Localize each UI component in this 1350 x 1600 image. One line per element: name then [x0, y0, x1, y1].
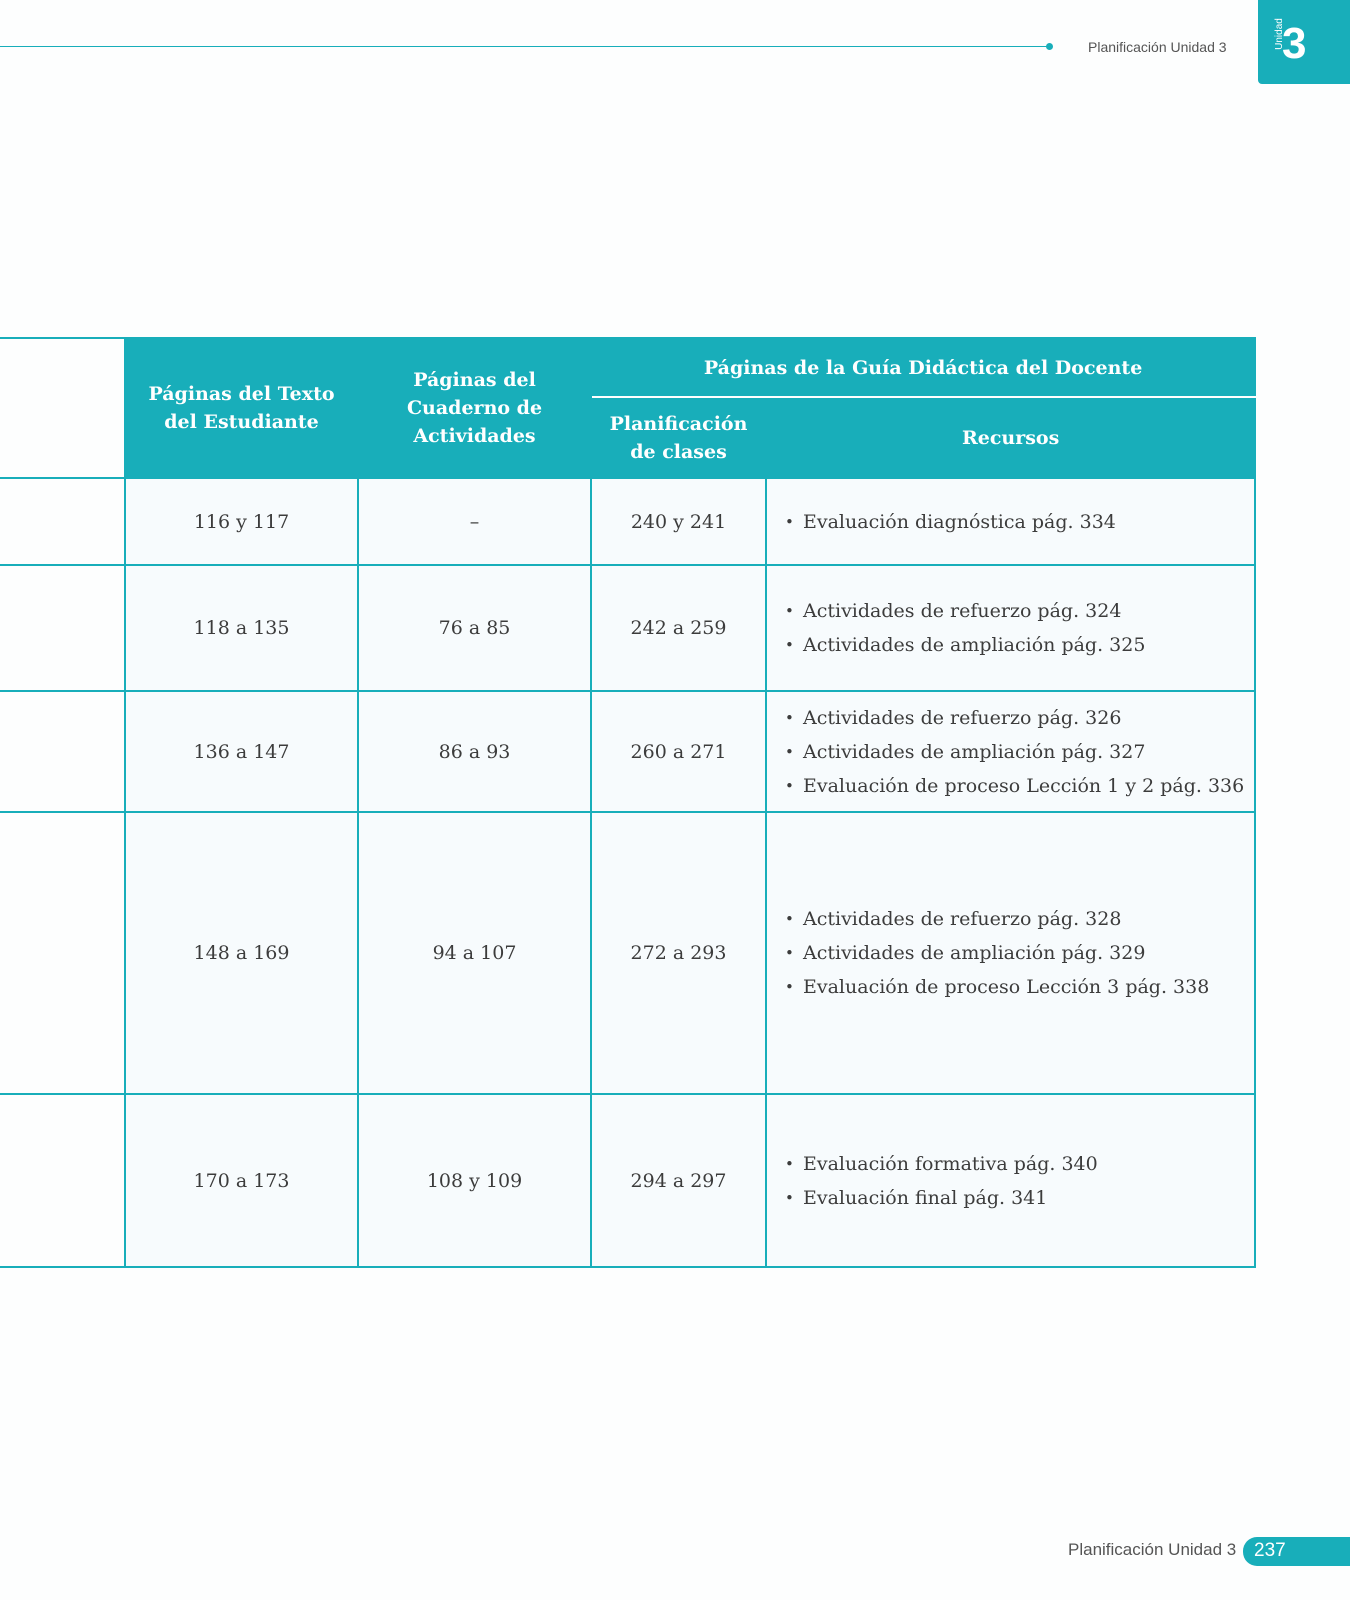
table-row	[0, 565, 1255, 691]
unit-label: Unidad	[1274, 18, 1285, 50]
cell-recursos	[766, 691, 1255, 812]
col-header-planificacion: Planificación de clases	[591, 397, 766, 478]
blank-cell	[0, 478, 125, 565]
col-header-texto: Páginas del Texto del Estudiante	[125, 338, 358, 478]
footer-title: Planificación Unidad 3	[1068, 1540, 1237, 1559]
planning-table	[0, 337, 1256, 1268]
blank-cell	[0, 812, 125, 1094]
blank-cell	[0, 565, 125, 691]
resource-item: • Actividades de ampliación pág. 329	[785, 936, 1244, 970]
cell-cuaderno: 94 a 107	[358, 812, 591, 1094]
unit-number: 3	[1282, 19, 1307, 68]
cell-cuaderno: 108 y 109	[358, 1094, 591, 1267]
cell-cuaderno: 86 a 93	[358, 691, 591, 812]
cell-texto: 136 a 147	[125, 691, 358, 812]
table-row	[0, 691, 1255, 812]
header-rule	[0, 46, 1050, 47]
resource-item: • Actividades de ampliación pág. 325	[785, 628, 1244, 662]
header-title: Planificación Unidad 3	[1088, 39, 1227, 55]
cell-texto: 116 y 117	[125, 478, 358, 565]
cell-planificacion: 240 y 241	[591, 478, 766, 565]
resource-item: • Actividades de refuerzo pág. 326	[785, 701, 1244, 735]
resource-item: • Actividades de ampliación pág. 327	[785, 735, 1244, 769]
cell-cuaderno: –	[358, 478, 591, 565]
cell-cuaderno: 76 a 85	[358, 565, 591, 691]
header-rule-dot	[1046, 43, 1053, 50]
col-header-recursos: Recursos	[766, 397, 1255, 478]
cell-texto: 148 a 169	[125, 812, 358, 1094]
cell-recursos	[766, 812, 1255, 1094]
resource-item: • Actividades de refuerzo pág. 324	[785, 594, 1244, 628]
resource-item: • Evaluación final pág. 341	[785, 1181, 1244, 1215]
blank-header-cell	[0, 338, 125, 478]
col-header-guia: Páginas de la Guía Didáctica del Docente	[591, 338, 1255, 397]
col-header-cuaderno: Páginas del Cuaderno de Actividades	[358, 338, 591, 478]
cell-texto: 118 a 135	[125, 565, 358, 691]
blank-cell	[0, 1094, 125, 1267]
cell-planificacion: 294 a 297	[591, 1094, 766, 1267]
page-number: 237	[1254, 1540, 1286, 1561]
cell-recursos	[766, 478, 1255, 565]
cell-recursos	[766, 1094, 1255, 1267]
cell-planificacion: 272 a 293	[591, 812, 766, 1094]
cell-texto: 170 a 173	[125, 1094, 358, 1267]
blank-cell	[0, 691, 125, 812]
resource-item: • Actividades de refuerzo pág. 328	[785, 902, 1244, 936]
table-row	[0, 478, 1255, 565]
table-row	[0, 812, 1255, 1094]
resource-item: • Evaluación diagnóstica pág. 334	[785, 505, 1244, 539]
table-row	[0, 1094, 1255, 1267]
resource-item: • Evaluación formativa pág. 340	[785, 1147, 1244, 1181]
cell-planificacion: 242 a 259	[591, 565, 766, 691]
resource-item: • Evaluación de proceso Lección 3 pág. 338	[785, 970, 1244, 1004]
cell-recursos	[766, 565, 1255, 691]
cell-planificacion: 260 a 271	[591, 691, 766, 812]
resource-item: • Evaluación de proceso Lección 1 y 2 pág. 336	[785, 769, 1244, 803]
